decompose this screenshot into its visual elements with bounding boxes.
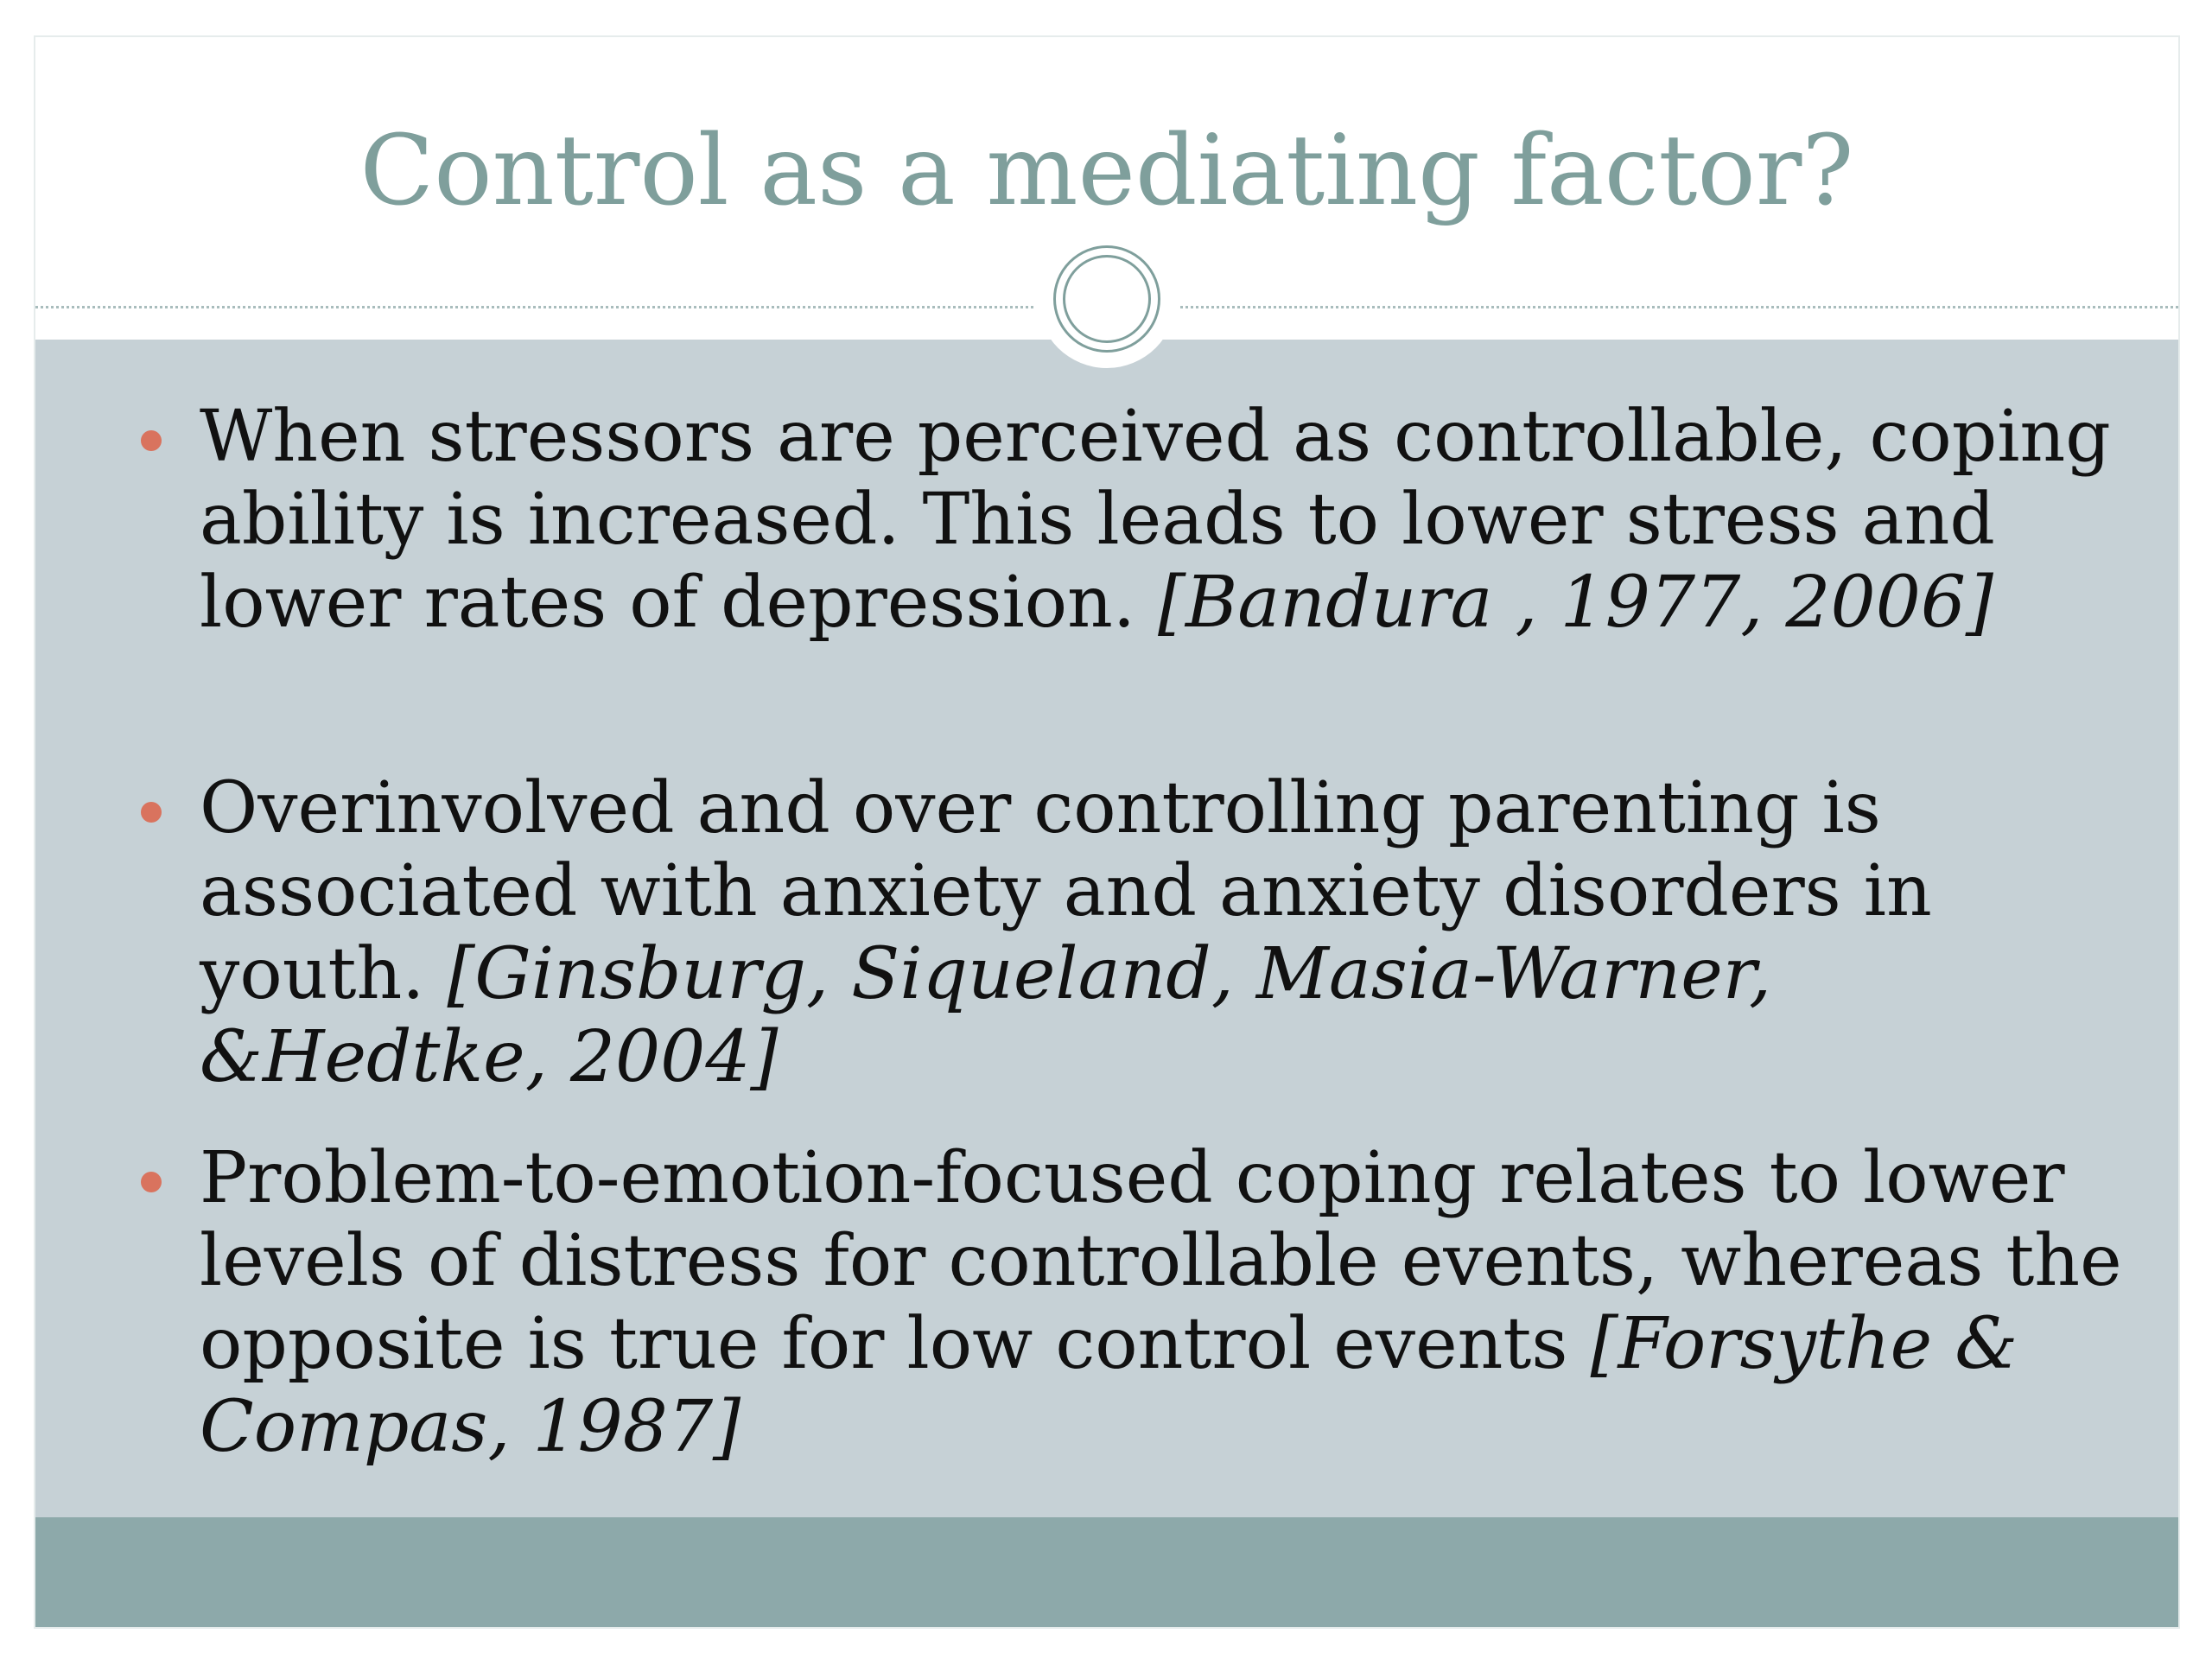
bullet-citation: [Forsythe & Compas, 1987]	[200, 1303, 2018, 1468]
bullet-text: Overinvolved and over controlling parenting is associated with anxiety and anxiety disorders in youth.	[200, 767, 1932, 1015]
bullet-dot-icon	[141, 1172, 162, 1192]
bullet-item	[200, 396, 2135, 645]
bullet-text: When stressors are perceived as controllable, coping ability is increased. This leads to lower stress and lower rates of depression.	[200, 396, 2111, 644]
slide-title: Control as a mediating factor?	[359, 115, 1854, 227]
bullet-citation: [Bandura , 1977, 2006]	[1158, 562, 1994, 644]
bullet-list	[35, 37, 2178, 1627]
bullet-dot-icon	[141, 802, 162, 823]
bullet-item	[200, 1137, 2135, 1469]
slide	[35, 37, 2178, 1627]
bullet-item	[200, 767, 2135, 1099]
bullet-citation: [Ginsburg, Siqueland, Masia-Warner, &Hedtke, 2004]	[200, 933, 1772, 1098]
bullet-text: Problem-to-emotion-focused coping relates to lower levels of distress for controllable events, whereas the opposite is true for low control events	[200, 1137, 2122, 1385]
bullet-dot-icon	[141, 430, 162, 451]
